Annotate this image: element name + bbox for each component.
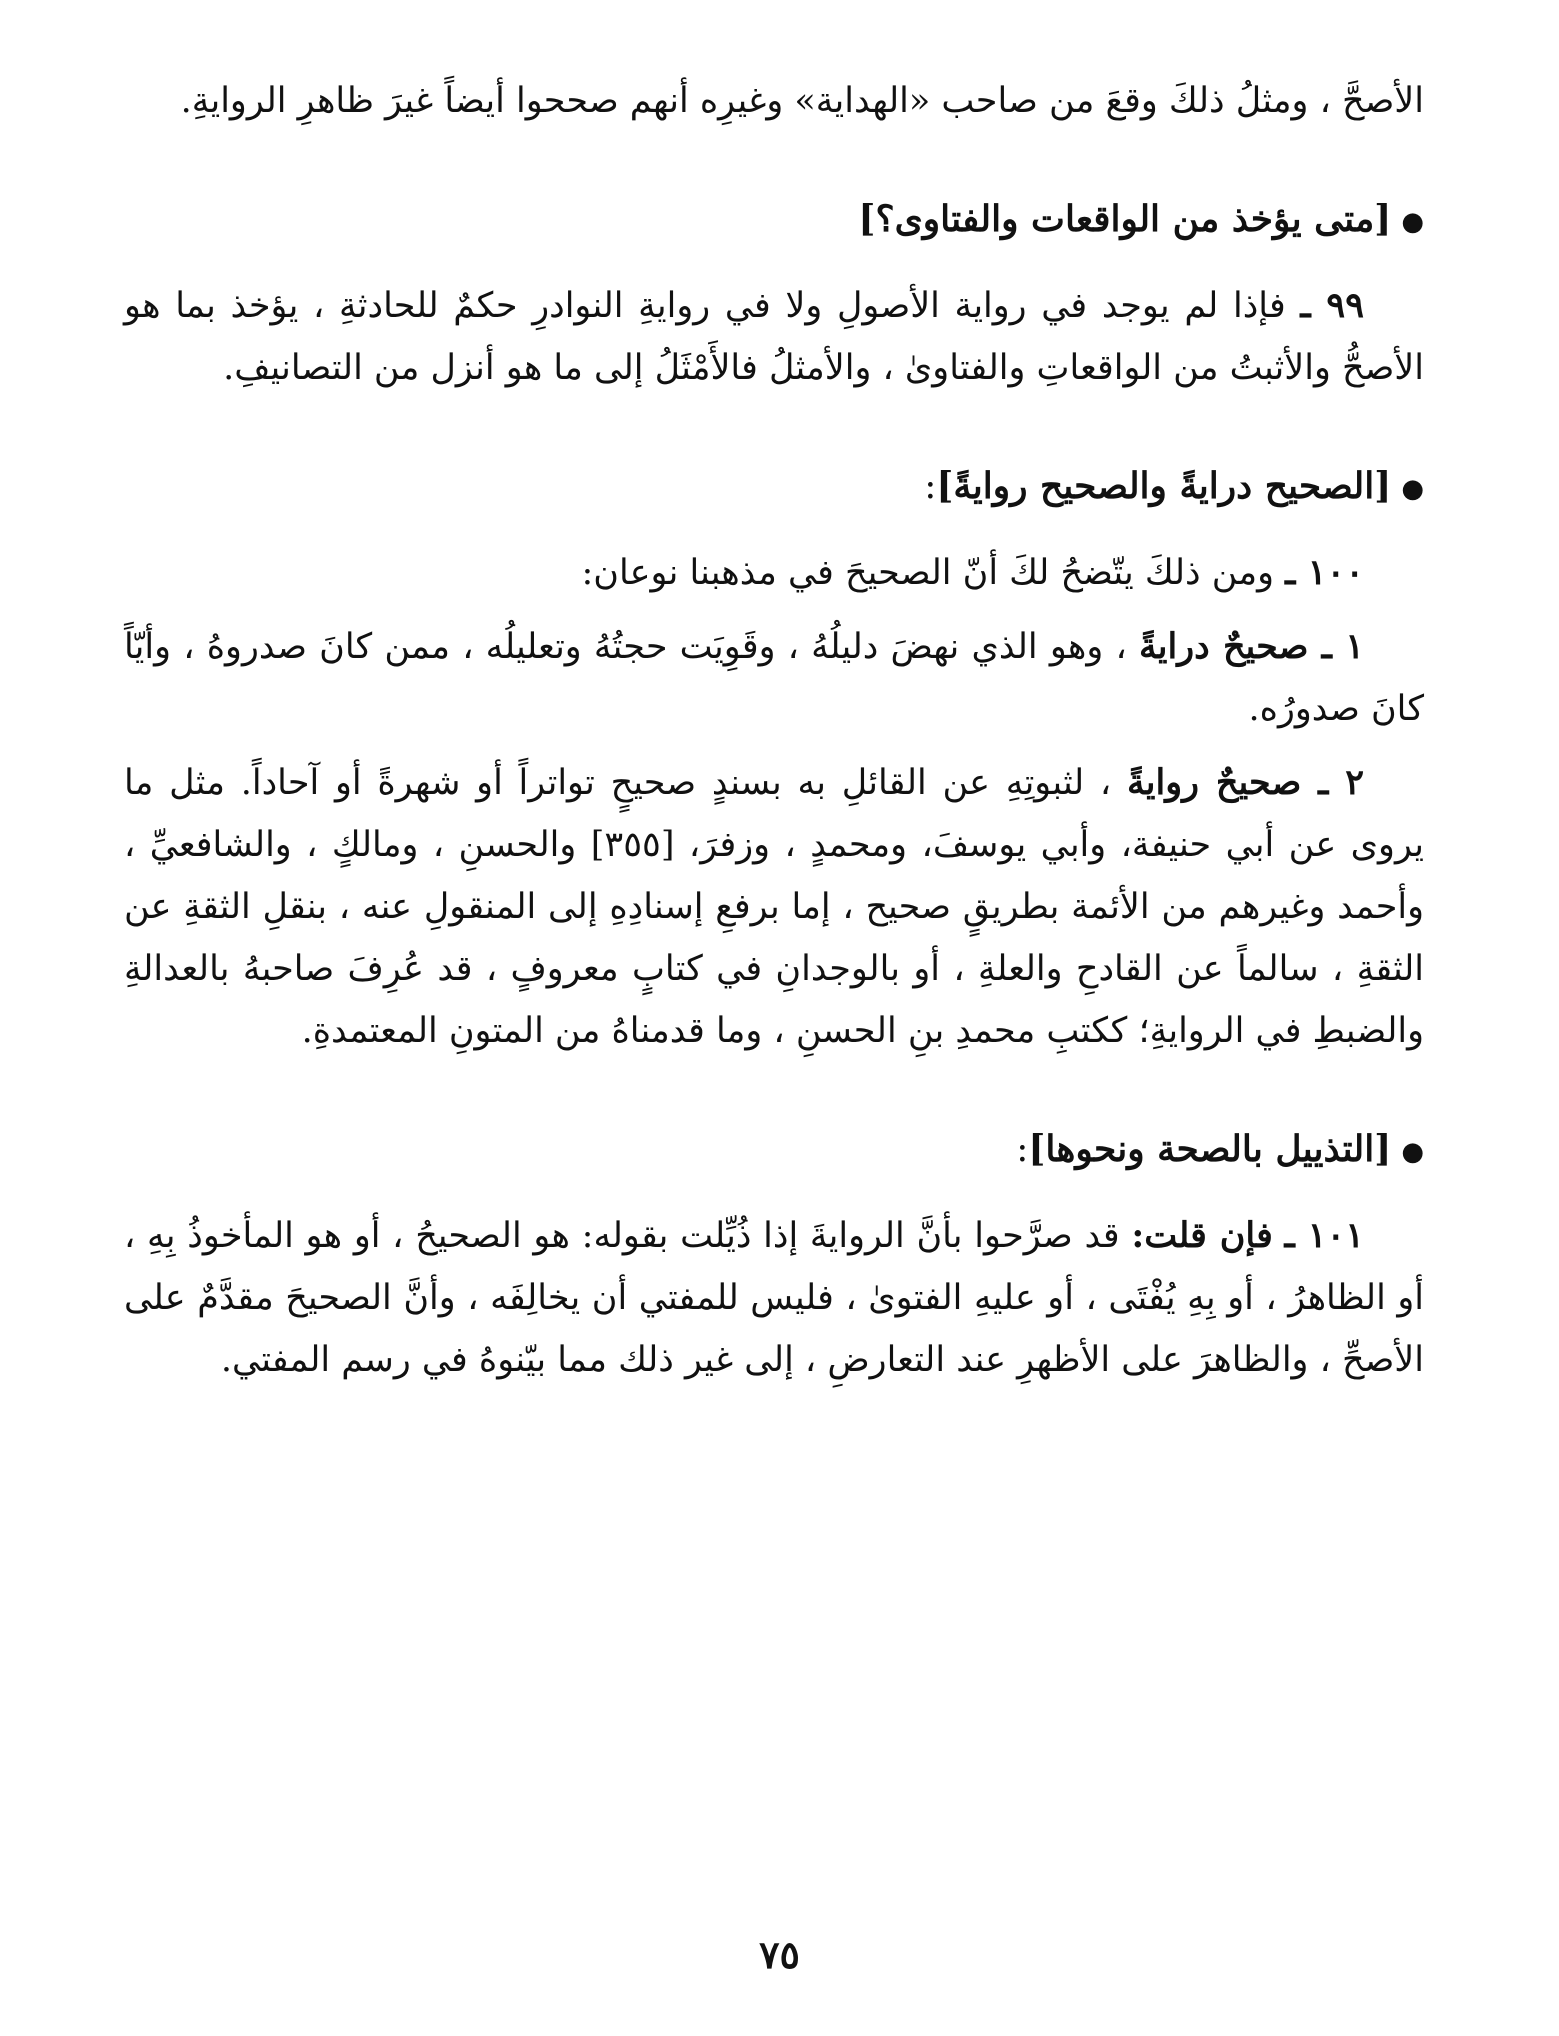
item-text: ، وهو الذي نهضَ دليلُهُ ، وقَوِيَت حجتُهُ وتعليلُه ، ممن كانَ صدروهُ ، وأيّاً كانَ صدورُه. [124, 627, 1424, 729]
paragraph-text: ومن ذلكَ يتّضحُ لكَ أنّ الصحيحَ في مذهبنا نوعان: [581, 553, 1274, 593]
heading-suffix: : [1016, 1129, 1029, 1170]
item-lead: ١ ـ صحيحٌ درايةً [1138, 626, 1364, 667]
heading-text: [متى يؤخذ من الواقعات والفتاوى؟] [858, 198, 1392, 240]
paragraph-text: قد صرَّحوا بأنَّ الروايةَ إذا ذُيِّلت بقوله: هو الصحيحُ ، أو هو المأخوذُ بِهِ ، أو الظاهرُ ، أو بِهِ يُفْتَى ، أو عليهِ الفتوىٰ ، فليس للمفتي أن يخالِفَه ، وأنَّ الصحيحَ مقدَّمٌ على الأصحِّ ، والظاهرَ على الأظهرِ عند التعارضِ ، إلى غير ذلك مما بيّنوهُ في رسم المفتي. [124, 1216, 1424, 1380]
paragraph-number: ١٠١ ـ [1284, 1215, 1364, 1256]
item-lead: ٢ ـ صحيحٌ روايةً [1127, 762, 1365, 803]
heading-suffix: : [924, 466, 937, 507]
heading-text: [الصحيح درايةً والصحيح روايةً] [936, 465, 1392, 507]
paragraph-100 [124, 542, 1424, 604]
list-item-1 [124, 616, 1424, 740]
heading-text: [التذييل بالصحة ونحوها] [1028, 1128, 1392, 1170]
bullet-icon: ● [1401, 207, 1424, 237]
item-text: ، لثبوتِهِ عن القائلِ به بسندٍ صحيحٍ تواتراً أو شهرةً أو آحاداً. مثل ما يروى عن أبي حنيفة، وأبي يوسفَ، ومحمدٍ ، وزفرَ، [٣٥٥] والحسنِ ، ومالكٍ ، والشافعيِّ ، وأحمد وغيرهم من الأئمة بطريقٍ صحيح ، إما برفعِ إسنادِهِ إلى المنقولِ عنه ، بنقلِ الثقةِ عن الثقةِ ، سالماً عن القادحِ والعلةِ ، أو بالوجدانِ في كتابٍ معروفٍ ، قد عُرِفَ صاحبهُ بالعدالةِ والضبطِ في الروايةِ؛ ككتبِ محمدِ بنِ الحسنِ ، وما قدمناهُ من المتونِ المعتمدةِ. [124, 763, 1424, 1051]
intro-text: الأصحَّ ، ومثلُ ذلكَ وقعَ من صاحب «الهداية» وغيرِه أنهم صححوا أيضاً غيرَ ظاهرِ الروايةِ. [180, 81, 1424, 121]
paragraph-text: فإذا لم يوجد في رواية الأصولِ ولا في روايةِ النوادرِ حكمٌ للحادثةِ ، يؤخذ بما هو الأصحُّ والأثبتُ من الواقعاتِ والفتاوىٰ ، والأمثلُ فالأَمْثَلُ إلى ما هو أنزل من التصانيفِ. [124, 286, 1424, 388]
paragraph-101 [124, 1205, 1424, 1391]
intro-paragraph [124, 70, 1424, 132]
page-number: ٧٥ [759, 1932, 800, 1977]
section-heading-sahih-types [124, 455, 1424, 520]
bullet-icon: ● [1401, 474, 1424, 504]
paragraph-number: ١٠٠ ـ [1285, 552, 1364, 593]
paragraph-99 [124, 275, 1424, 399]
section-heading-tadhyil [124, 1118, 1424, 1183]
document-page [124, 70, 1424, 2000]
bullet-icon: ● [1401, 1137, 1424, 1167]
list-item-2 [124, 752, 1424, 1062]
section-heading-when-fatawa [124, 188, 1424, 253]
paragraph-number: ٩٩ ـ [1300, 285, 1364, 326]
paragraph-lead: فإن قلت: [1131, 1215, 1273, 1256]
